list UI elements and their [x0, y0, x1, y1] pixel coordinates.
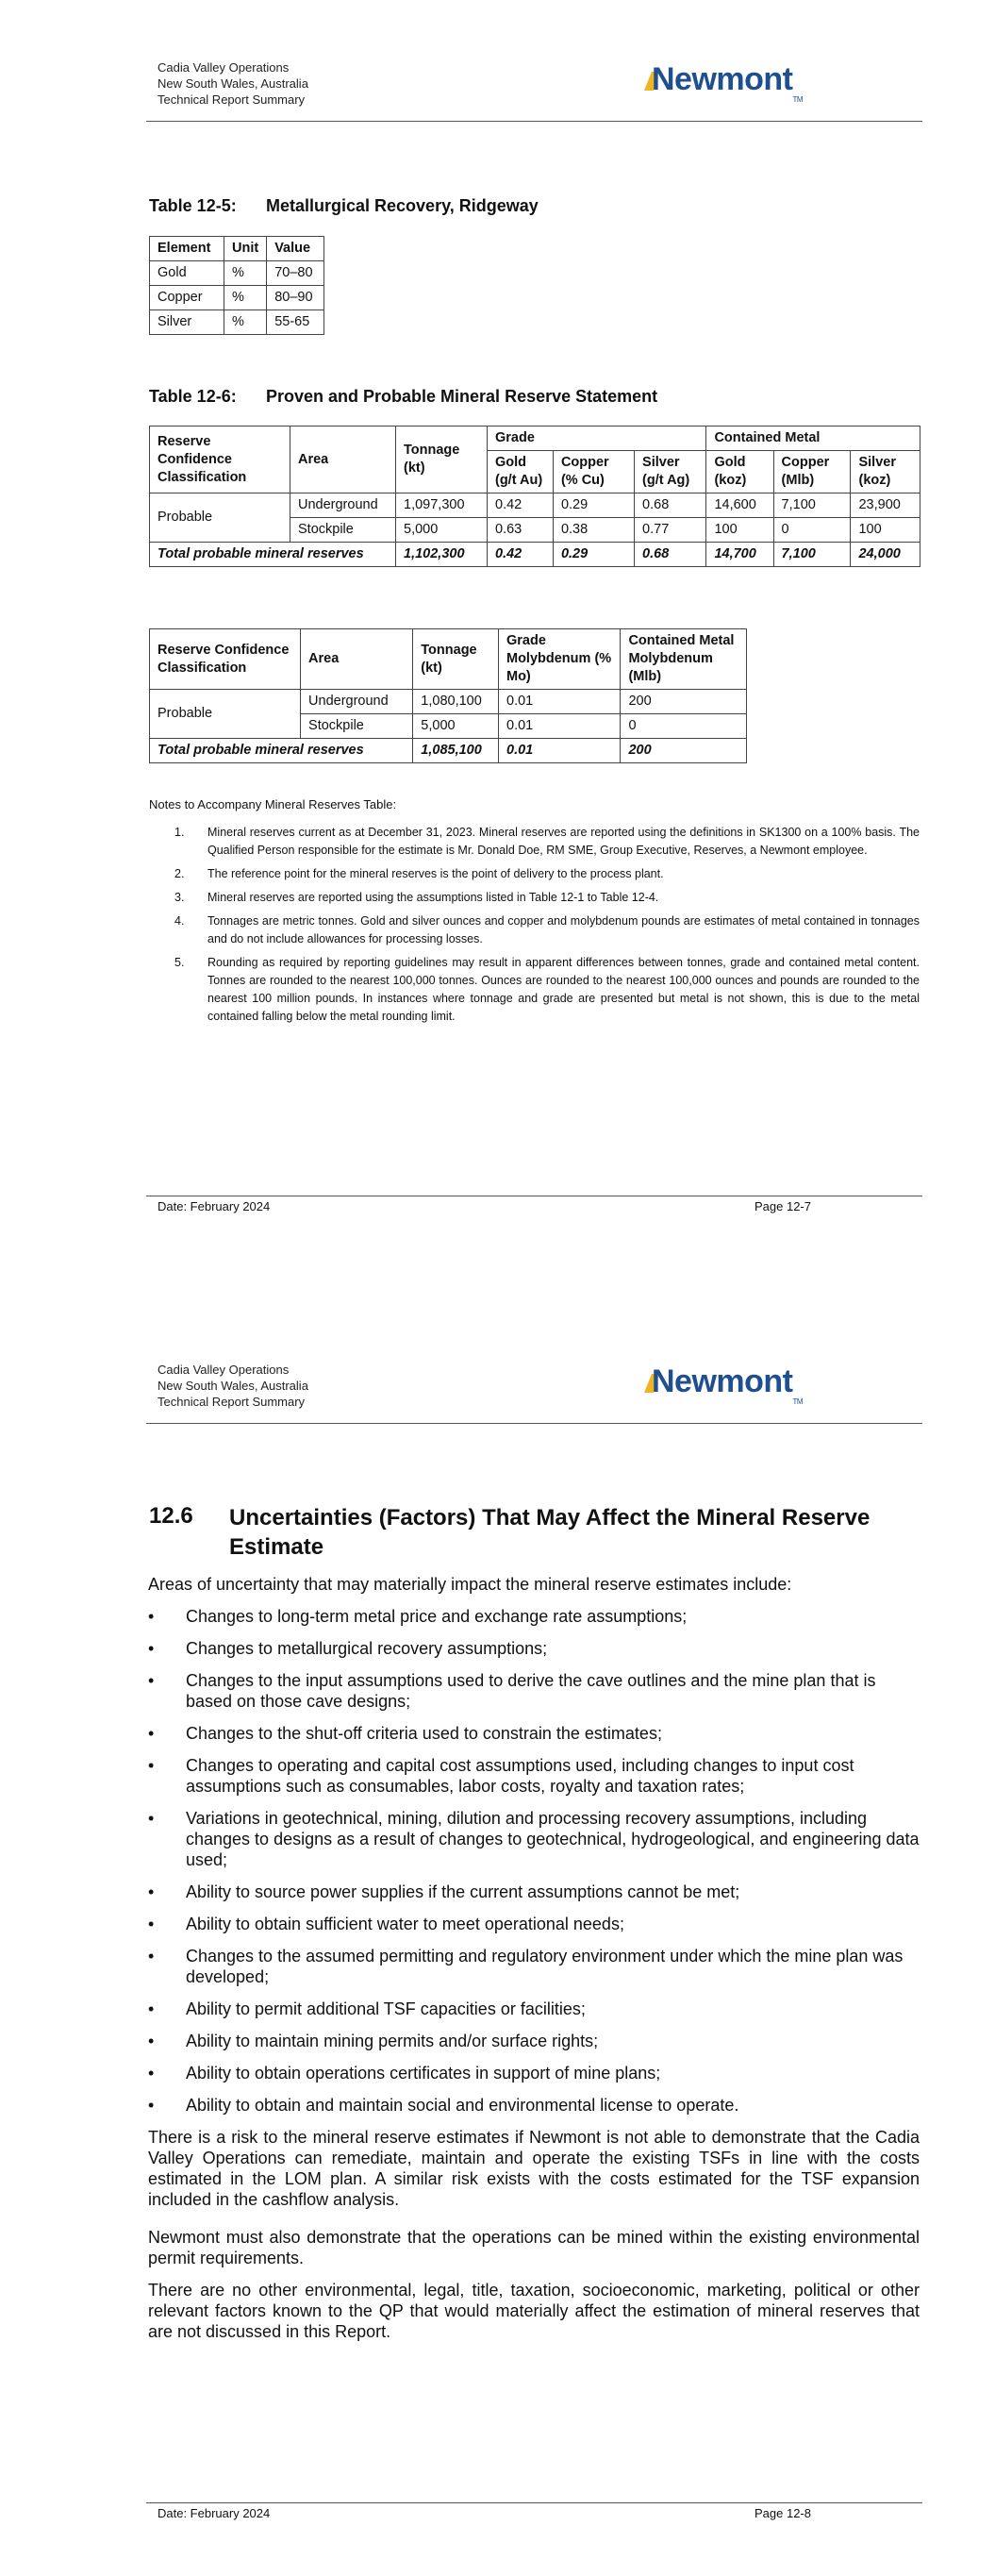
table-12-6 [149, 426, 920, 567]
cell: 0.68 [635, 493, 706, 518]
uncertainty-list [148, 1606, 920, 2127]
permit-paragraph: Newmont must also demonstrate that the operations can be mined within the existing environmental permit requirements. [148, 2228, 920, 2267]
table-12-5 [149, 236, 324, 335]
column-header: Tonnage (kt) [396, 427, 488, 493]
header-line-3: Technical Report Summary [158, 1395, 306, 1409]
newmont-logo [644, 1363, 823, 1404]
cell: % [224, 261, 267, 286]
column-header: Area [301, 629, 413, 690]
cell: 1,097,300 [396, 493, 488, 518]
column-header: Copper (% Cu) [553, 451, 634, 493]
note-item: 2. The reference point for the mineral reserves is the point of delivery to the process plant. [174, 867, 664, 880]
intro-paragraph: Areas of uncertainty that may materially impact the mineral reserve estimates include: [148, 1575, 792, 1594]
logo-wordmark: Newmont™ [652, 61, 804, 104]
column-header: Contained Metal Molybdenum (Mlb) [621, 629, 747, 690]
logo-wordmark: Newmont™ [652, 1363, 804, 1406]
column-header: Element [150, 237, 224, 261]
cell: Underground [301, 690, 413, 714]
list-item: • Ability to obtain operations certificates in support of mine plans; [148, 2064, 661, 2083]
table-row [150, 690, 747, 714]
cell: 0.29 [553, 493, 634, 518]
note-item: 5. Rounding as required by reporting guidelines may result in apparent differences between tonnes, grade and contained metal content. Tonnes are rounded to the nearest 100,000 tonnes. Ounces are rounded to the nearest 100,000 ounces and pounds are rounded to the nearest 100 million pounds. In instances where tonnage and grade are presented but metal is not shown, this is due to the metal contained falling below the metal rounding limit. [174, 956, 920, 1023]
header-line-2: New South Wales, Australia [158, 1379, 308, 1393]
cell: 7,100 [773, 493, 851, 518]
list-item: • Ability to obtain and maintain social and environmental license to operate. [148, 2096, 739, 2115]
column-header: Area [290, 427, 396, 493]
cell: Probable [150, 690, 301, 739]
footer-date: Date: February 2024 [158, 2506, 271, 2520]
cell: 100 [851, 518, 920, 543]
column-header: Grade [488, 427, 706, 451]
cell: Gold [150, 261, 224, 286]
cell: 1,080,100 [413, 690, 499, 714]
header-divider [146, 121, 922, 122]
cell: 0.42 [488, 543, 554, 567]
list-item: • Changes to metallurgical recovery assumptions; [148, 1639, 548, 1658]
cell: 0.63 [488, 518, 554, 543]
cell: 5,000 [396, 518, 488, 543]
column-header: Unit [224, 237, 267, 261]
cell: Stockpile [301, 714, 413, 739]
report-header [158, 1362, 308, 1410]
cell: 0.29 [553, 543, 634, 567]
list-item: • Changes to the input assumptions used to derive the cave outlines and the mine plan that is based on those cave designs; [148, 1671, 876, 1711]
tsf-risk-paragraph: There is a risk to the mineral reserve estimates if Newmont is not able to demonstrate that the Cadia Valley Operations can remediate, maintain and operate the existing TSFs in line with the costs estimated in the LOM plan. A similar risk exists with the costs estimated for the TSF expansion included in the cashflow analysis. [148, 2128, 920, 2209]
cell: 0.01 [499, 714, 621, 739]
table-row [150, 310, 324, 335]
table-row [150, 493, 920, 518]
table-total-row [150, 543, 920, 567]
header-line-1: Cadia Valley Operations [158, 60, 290, 75]
list-item: • Ability to maintain mining permits and/or surface rights; [148, 2032, 599, 2050]
cell: Total probable mineral reserves [150, 739, 413, 763]
column-header: Reserve Confidence Classification [150, 629, 301, 690]
column-header: Reserve Confidence Classification [150, 427, 290, 493]
column-header: Silver (g/t Ag) [635, 451, 706, 493]
column-header: Gold (koz) [706, 451, 773, 493]
report-header [158, 59, 308, 108]
column-header: Silver (koz) [851, 451, 920, 493]
newmont-logo [644, 60, 823, 102]
footer-page-number: Page 12-7 [755, 1199, 811, 1213]
cell: Underground [290, 493, 396, 518]
list-item: • Variations in geotechnical, mining, dilution and processing recovery assumptions, including changes to designs as a result of changes to geotechnical, hydrogeological, and engineering data used; [148, 1809, 920, 1869]
list-item: • Changes to long-term metal price and exchange rate assumptions; [148, 1607, 688, 1626]
list-item: • Ability to permit additional TSF capacities or facilities; [148, 1999, 586, 2018]
cell: 14,700 [706, 543, 773, 567]
column-header: Gold (g/t Au) [488, 451, 554, 493]
list-item: • Ability to source power supplies if the current assumptions cannot be met; [148, 1882, 740, 1901]
header-divider [146, 1423, 922, 1424]
header-line-2: New South Wales, Australia [158, 76, 308, 91]
footer-page-number: Page 12-8 [755, 2506, 811, 2520]
notes-list [174, 824, 920, 1031]
cell: 0.01 [499, 739, 621, 763]
cell: Stockpile [290, 518, 396, 543]
column-header: Contained Metal [706, 427, 920, 451]
column-header: Copper (Mlb) [773, 451, 851, 493]
cell: 5,000 [413, 714, 499, 739]
cell: 0.68 [635, 543, 706, 567]
cell: 0.01 [499, 690, 621, 714]
note-item: 3. Mineral reserves are reported using the assumptions listed in Table 12-1 to Table 12-4. [174, 891, 659, 904]
cell: Silver [150, 310, 224, 335]
list-item: • Changes to the shut-off criteria used to constrain the estimates; [148, 1724, 662, 1743]
cell: 24,000 [851, 543, 920, 567]
table-row [150, 286, 324, 310]
cell: % [224, 310, 267, 335]
cell: 80–90 [267, 286, 324, 310]
cell: 23,900 [851, 493, 920, 518]
molybdenum-reserve-table [149, 628, 747, 763]
table-row [150, 261, 324, 286]
cell: 1,102,300 [396, 543, 488, 567]
cell: 100 [706, 518, 773, 543]
table-total-row [150, 739, 747, 763]
column-header: Grade Molybdenum (% Mo) [499, 629, 621, 690]
table-12-6-caption: Table 12-6: Proven and Probable Mineral Reserve Statement [149, 387, 658, 406]
list-item: • Ability to obtain sufficient water to meet operational needs; [148, 1915, 624, 1933]
cell: 0 [621, 714, 747, 739]
footer-date: Date: February 2024 [158, 1199, 271, 1213]
other-factors-paragraph: There are no other environmental, legal, title, taxation, socioeconomic, marketing, political or other relevant factors known to the QP that would materially affect the estimation of mineral reserves that are not discussed in this Report. [148, 2281, 920, 2341]
notes-title: Notes to Accompany Mineral Reserves Table: [149, 797, 397, 811]
cell: 0.38 [553, 518, 634, 543]
cell: 7,100 [773, 543, 851, 567]
header-line-1: Cadia Valley Operations [158, 1363, 290, 1377]
cell: 200 [621, 690, 747, 714]
section-title: Uncertainties (Factors) That May Affect the Mineral Reserve Estimate [229, 1505, 871, 1560]
header-line-3: Technical Report Summary [158, 92, 306, 107]
note-item: 4. Tonnages are metric tonnes. Gold and silver ounces and copper and molybdenum pounds are estimates of metal contained in tonnages and do not include allowances for processing losses. [174, 914, 920, 945]
cell: 14,600 [706, 493, 773, 518]
footer-divider [146, 2502, 922, 2503]
list-item: • Changes to operating and capital cost assumptions used, including changes to input cost assumptions such as consumables, labor costs, royalty and taxation rates; [148, 1756, 854, 1796]
note-item: 1. Mineral reserves current as at December 31, 2023. Mineral reserves are reported using the definitions in SK1300 on a 100% basis. The Qualified Person responsible for the estimate is Mr. Donald Doe, RM SME, Group Executive, Reserves, a Newmont employee. [174, 826, 920, 857]
column-header: Value [267, 237, 324, 261]
column-header: Tonnage (kt) [413, 629, 499, 690]
section-number: 12.6 [149, 1503, 193, 1529]
cell: 200 [621, 739, 747, 763]
cell: 0 [773, 518, 851, 543]
cell: 55-65 [267, 310, 324, 335]
cell: 0.77 [635, 518, 706, 543]
cell: 70–80 [267, 261, 324, 286]
cell: 0.42 [488, 493, 554, 518]
cell: Total probable mineral reserves [150, 543, 396, 567]
table-12-5-caption: Table 12-5: Metallurgical Recovery, Ridgeway [149, 196, 539, 215]
cell: % [224, 286, 267, 310]
cell: Copper [150, 286, 224, 310]
cell: 1,085,100 [413, 739, 499, 763]
cell: Probable [150, 493, 290, 543]
list-item: • Changes to the assumed permitting and regulatory environment under which the mine plan was developed; [148, 1947, 904, 1986]
